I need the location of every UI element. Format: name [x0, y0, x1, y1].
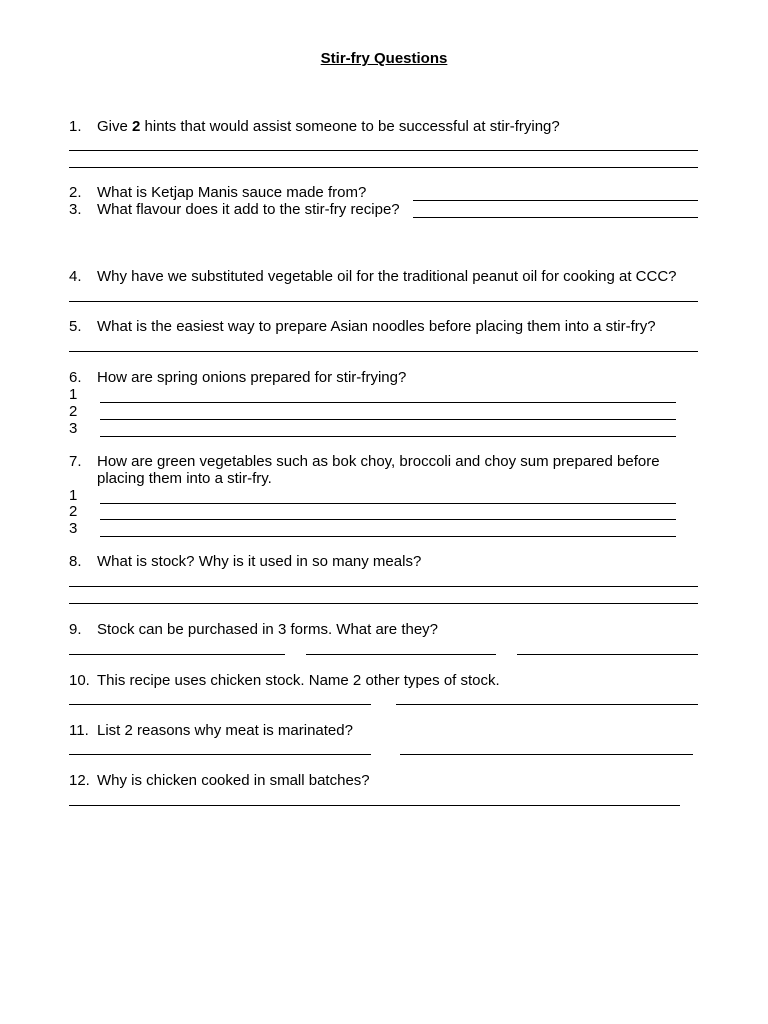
question-3-number: 3. [69, 201, 82, 218]
list-item-number: 3 [69, 420, 78, 437]
question-11-number: 11. [69, 722, 89, 739]
list-item-number: 2 [69, 403, 78, 420]
answer-line[interactable] [100, 419, 676, 420]
question-9-number: 9. [69, 621, 82, 638]
question-4-text: Why have we substituted vegetable oil for the traditional peanut oil for cooking at CCC? [97, 268, 677, 285]
answer-line[interactable] [396, 704, 698, 705]
question-3-text: What flavour does it add to the stir-fry recipe? [97, 201, 400, 218]
question-7-number: 7. [69, 453, 82, 470]
question-7-text-line1: How are green vegetables such as bok choy, broccoli and choy sum prepared before [97, 453, 660, 470]
question-11-text: List 2 reasons why meat is marinated? [97, 722, 353, 739]
list-item-number: 3 [69, 520, 78, 537]
question-6-number: 6. [69, 369, 82, 386]
question-6-text: How are spring onions prepared for stir-frying? [97, 369, 407, 386]
answer-line[interactable] [69, 351, 698, 352]
answer-line[interactable] [100, 536, 676, 537]
question-8-number: 8. [69, 553, 82, 570]
question-10-text: This recipe uses chicken stock. Name 2 other types of stock. [97, 672, 500, 689]
answer-line[interactable] [517, 654, 698, 655]
question-1-text: Give 2 hints that would assist someone to be successful at stir-frying? [97, 118, 560, 135]
question-7-text-line2: placing them into a stir-fry. [97, 470, 272, 487]
list-item-number: 1 [69, 487, 78, 504]
question-8-text: What is stock? Why is it used in so many meals? [97, 553, 422, 570]
answer-line[interactable] [69, 603, 698, 604]
answer-line[interactable] [69, 301, 698, 302]
answer-line[interactable] [69, 150, 698, 151]
answer-line[interactable] [69, 704, 371, 705]
question-2-number: 2. [69, 184, 82, 201]
answer-line[interactable] [400, 754, 693, 755]
list-item-number: 1 [69, 386, 78, 403]
answer-line[interactable] [100, 519, 676, 520]
answer-line[interactable] [306, 654, 496, 655]
question-9-text: Stock can be purchased in 3 forms. What are they? [97, 621, 439, 638]
answer-line[interactable] [69, 654, 285, 655]
answer-line[interactable] [413, 200, 698, 201]
page-title: Stir-fry Questions [320, 50, 448, 67]
question-12-text: Why is chicken cooked in small batches? [97, 772, 370, 789]
question-5-text: What is the easiest way to prepare Asian noodles before placing them into a stir-fry? [97, 318, 656, 335]
question-4-number: 4. [69, 268, 82, 285]
answer-line[interactable] [69, 586, 698, 587]
question-5-number: 5. [69, 318, 82, 335]
list-item-number: 2 [69, 503, 78, 520]
answer-line[interactable] [100, 402, 676, 403]
answer-line[interactable] [69, 167, 698, 168]
question-2-text: What is Ketjap Manis sauce made from? [97, 184, 367, 201]
answer-line[interactable] [69, 805, 680, 806]
answer-line[interactable] [100, 503, 676, 504]
question-10-number: 10. [69, 672, 90, 689]
answer-line[interactable] [69, 754, 371, 755]
question-1-number: 1. [69, 118, 82, 135]
answer-line[interactable] [413, 217, 698, 218]
question-12-number: 12. [69, 772, 90, 789]
answer-line[interactable] [100, 436, 676, 437]
